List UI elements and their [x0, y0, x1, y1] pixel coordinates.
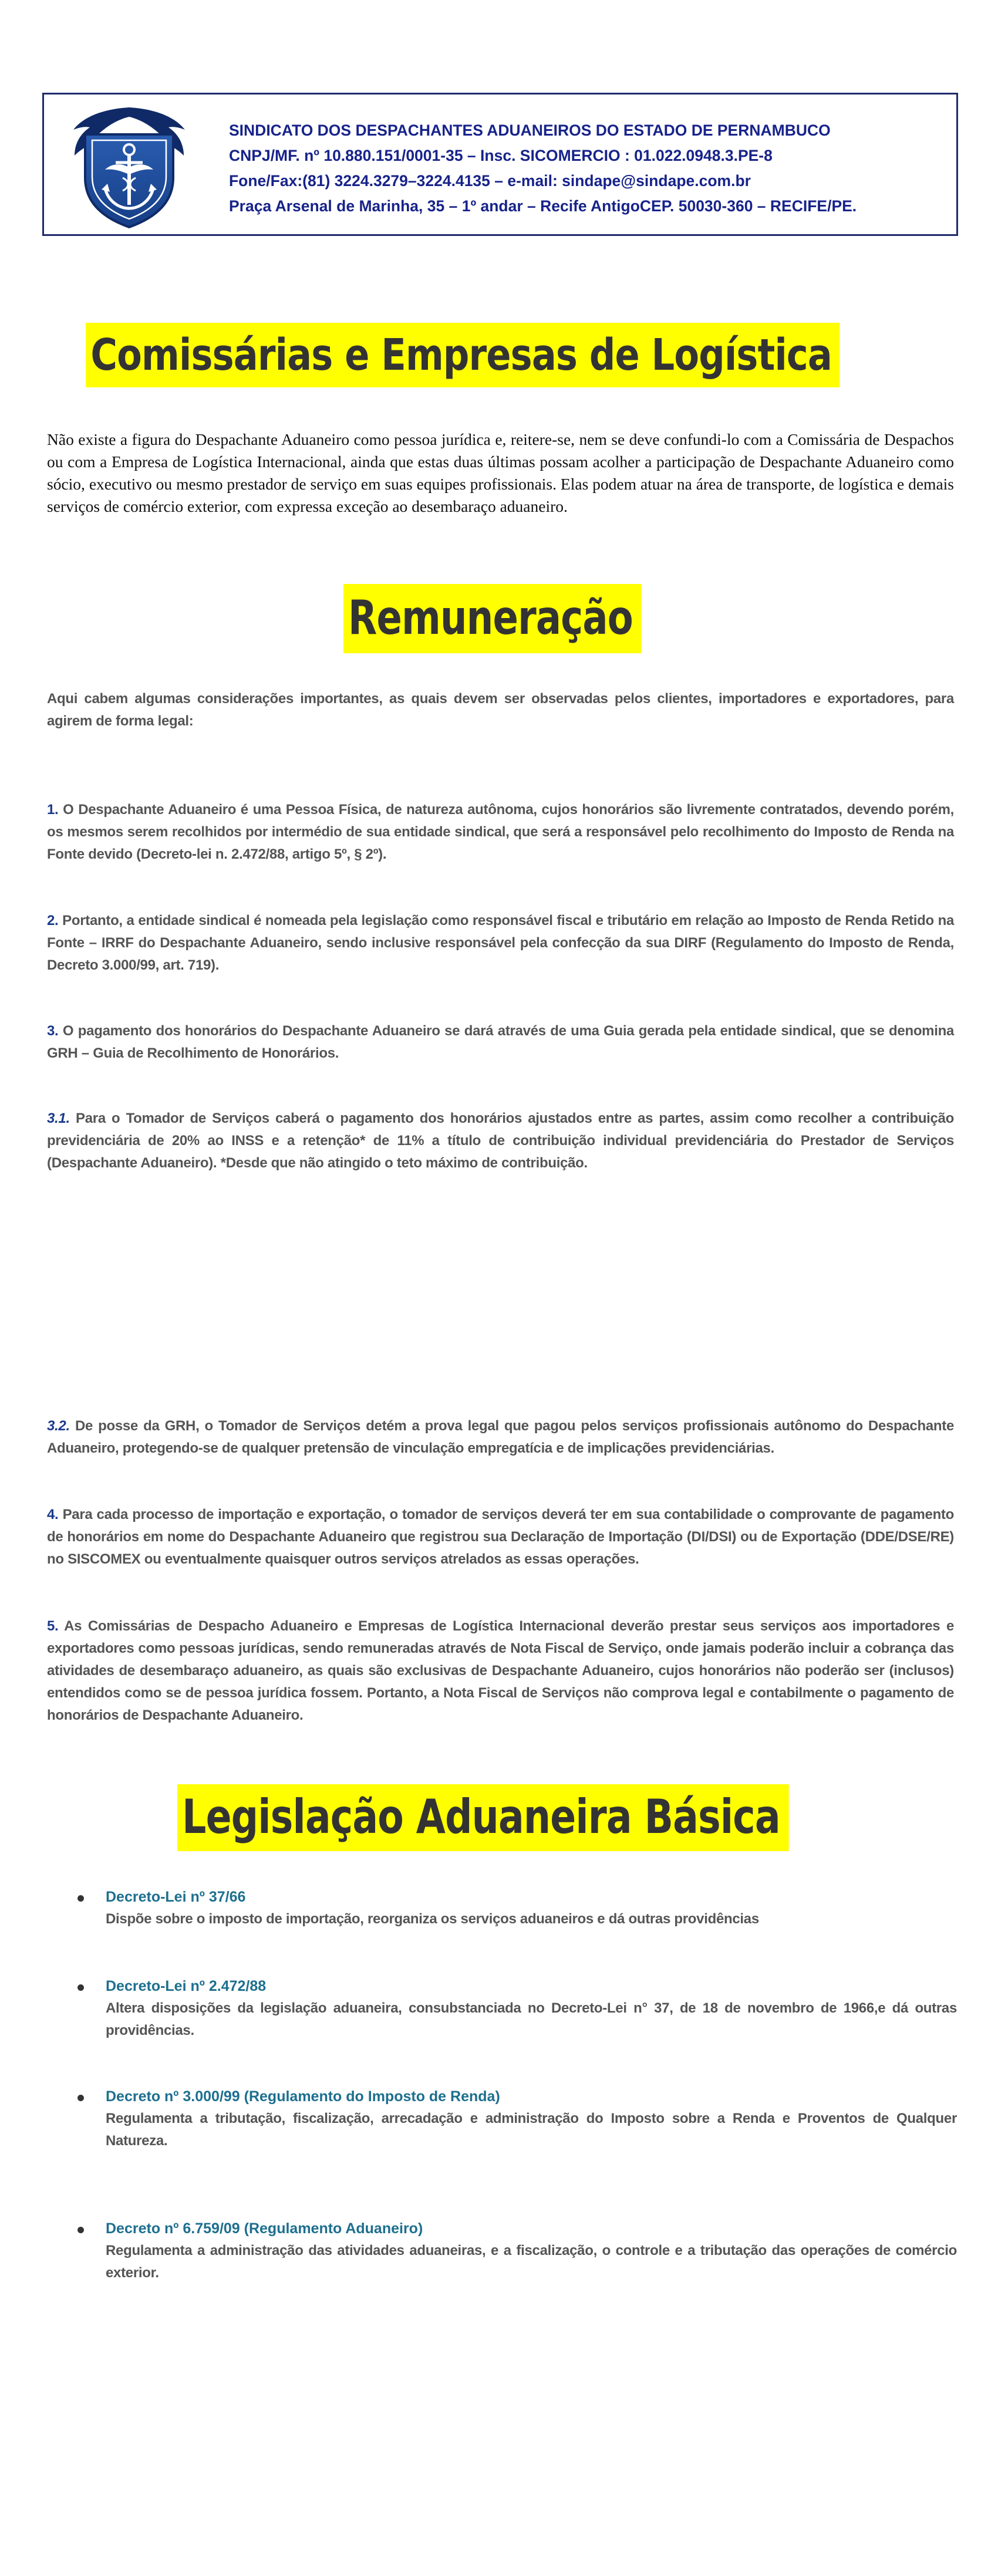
remuneracao-item	[47, 910, 954, 977]
org-contact: Fone/Fax:(81) 3224.3279–3224.4135 – e-mail: sindape@sindape.com.br	[229, 172, 751, 190]
bullet-icon	[77, 2095, 84, 2101]
item-number: 4.	[47, 1507, 59, 1522]
legislation-item	[106, 1975, 957, 2042]
remuneracao-intro: Aqui cabem algumas considerações importantes, as quais devem ser observadas pelos clientes, importadores e exportadores, para agirem de forma legal:	[47, 691, 954, 729]
item-number: 5.	[47, 1618, 59, 1634]
legislation-desc: Altera disposições da legislação aduaneira, consubstanciada no Decreto-Lei n° 37, de 18 de novembro de 1966,e dá outras providências.	[106, 2000, 957, 2038]
item-number: 1.	[47, 802, 59, 818]
anchor-winged-crest-icon	[62, 102, 197, 232]
section-body-logistica: Não existe a figura do Despachante Aduaneiro como pessoa jurídica e, reitere-se, nem se deve confundi-lo com a Comissária de Despachos ou com a Empresa de Logística Internacional, ainda que estas duas últimas possam acolher a participação de Despachante Aduaneiro como sócio, executivo ou mesmo prestador de serviço em suas equipes profissionais. Elas podem atuar na área de transporte, de logística e demais serviços de comércio exterior, com expressa exceção ao desembaraço aduaneiro.	[47, 430, 954, 515]
legislation-desc: Regulamenta a administração das atividades aduaneiras, e a fiscalização, o controle e a tributação das operações de comércio exterior.	[106, 2243, 957, 2281]
item-text: As Comissárias de Despacho Aduaneiro e Empresas de Logística Internacional deverão prestar seus serviços aos importadores e exportadores como pessoas jurídicas, sendo remuneradas através de Nota Fiscal de Serviço, onde jamais poderão incluir a cobrança das atividades de desembaraço aduaneiro, as quais são exclusivas de Despachante Aduaneiro, cujos honorários não poderão ser (inclusos) entendidos como se de pessoa jurídica fossem. Portanto, a Nota Fiscal de Serviços não comprova legal e contabilmente o pagamento de honorários de Despachante Aduaneiro.	[47, 1618, 954, 1723]
legislation-name: Decreto-Lei nº 2.472/88	[106, 1978, 267, 1994]
bullet-icon	[77, 2227, 84, 2233]
item-number: 3.2.	[47, 1418, 70, 1434]
item-text: Para o Tomador de Serviços caberá o pagamento dos honorários ajustados entre as partes, assim como recolher a contribuição previdenciária de 20% ao INSS e a retenção* de 11% a título de contribuição individual previdenciária do Prestador de Serviços (Despachante Aduaneiro). *Desde que não atingido o teto máximo de contribuição.	[47, 1110, 954, 1171]
remuneracao-item	[47, 1020, 954, 1065]
item-number: 3.1.	[47, 1110, 70, 1126]
org-registry: CNPJ/MF. nº 10.880.151/0001-35 – Insc. SICOMERCIO : 01.022.0948.3.PE-8	[229, 147, 773, 164]
legislation-item	[106, 2217, 957, 2284]
legislation-item	[106, 1886, 957, 1930]
org-address: Praça Arsenal de Marinha, 35 – 1º andar – Recife AntigoCEP. 50030-360 – RECIFE/PE.	[229, 197, 857, 215]
item-number: 2.	[47, 913, 59, 929]
item-number: 3.	[47, 1023, 59, 1039]
remuneracao-item	[47, 799, 954, 866]
legislation-name: Decreto nº 6.759/09 (Regulamento Aduaneiro)	[106, 2220, 423, 2237]
item-text: Portanto, a entidade sindical é nomeada pela legislação como responsável fiscal e tributário em relação ao Imposto de Renda Retido na Fonte – IRRF do Despachante Aduaneiro, sendo inclusive responsável pela confecção da sua DIRF (Regulamento do Imposto de Renda, Decreto 3.000/99, art. 719).	[47, 913, 954, 973]
legislation-name: Decreto-Lei nº 37/66	[106, 1889, 246, 1905]
letterhead	[42, 93, 958, 236]
item-text: Para cada processo de importação e exportação, o tomador de serviços deverá ter em sua contabilidade o comprovante de pagamento de honorários em nome do Despachante Aduaneiro que registrou sua Declaração de Importação (DI/DSI) ou de Exportação (DDE/DSE/RE) no SISCOMEX ou eventualmente quaisquer outros serviços atrelados as essas operações.	[47, 1507, 954, 1567]
remuneracao-item	[47, 1504, 954, 1571]
remuneracao-item	[47, 1615, 954, 1727]
bullet-icon	[77, 1895, 84, 1902]
remuneracao-item	[47, 1415, 954, 1460]
item-text: O pagamento dos honorários do Despachante Aduaneiro se dará através de uma Guia gerada pela entidade sindical, que se denomina GRH – Guia de Recolhimento de Honorários.	[47, 1023, 954, 1061]
section-title-logistica: Comissárias e Empresas de Logística	[86, 323, 839, 387]
bullet-icon	[77, 1984, 84, 1991]
remuneracao-item	[47, 1108, 954, 1174]
legislation-desc: Regulamenta a tributação, fiscalização, arrecadação e administração do Imposto sobre a Renda e Proventos de Qualquer Natureza.	[106, 2111, 957, 2149]
org-name: SINDICATO DOS DESPACHANTES ADUANEIROS DO ESTADO DE PERNAMBUCO	[229, 121, 831, 139]
item-text: O Despachante Aduaneiro é uma Pessoa Física, de natureza autônoma, cujos honorários são livremente contratados, devendo porém, os mesmos serem recolhidos por intermédio de sua entidade sindical, que será a responsável pelo recolhimento do Imposto de Renda na Fonte devido (Decreto-lei n. 2.472/88, artigo 5º, § 2º).	[47, 802, 954, 862]
item-text: De posse da GRH, o Tomador de Serviços detém a prova legal que pagou pelos serviços profissionais autônomo do Despachante Aduaneiro, protegendo-se de qualquer pretensão de vinculação empregatícia e de implicações previdenciárias.	[47, 1418, 954, 1456]
legislation-item	[106, 2085, 957, 2152]
legislation-name: Decreto nº 3.000/99 (Regulamento do Imposto de Renda)	[106, 2088, 500, 2105]
section-title-remuneracao: Remuneração	[343, 584, 641, 653]
legislation-desc: Dispõe sobre o imposto de importação, reorganiza os serviços aduaneiros e dá outras providências	[106, 1911, 759, 1927]
section-title-legislacao: Legislação Aduaneira Básica	[177, 1784, 788, 1851]
